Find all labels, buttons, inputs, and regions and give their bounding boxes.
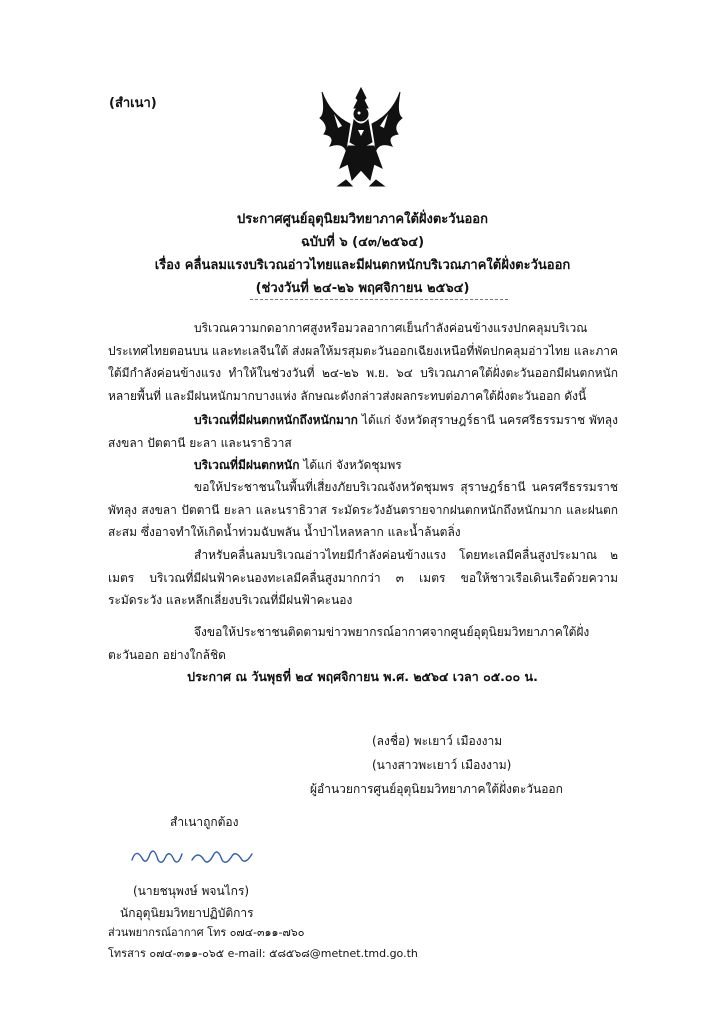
paragraph-warning: ขอให้ประชาชนในพื้นที่เสี่ยงภัยบริเวณจังหวัดชุมพร สุราษฎร์ธานี นครศรีธรรมราช พัทลุง สงขลา ปัตตานี ยะลา และนราธิวาส ระมัดระวังอันตรายจากฝนตกหนักถึงหนักมาก และฝนตกสะสม ซึ่งอาจทำให้เกิดน้ำท่วมฉับพลัน น้ำป่าไหลหลาก และน้ำล้นตลิ่ง <box>108 480 618 539</box>
date-range: (ช่วงวันที่ ๒๔-๒๖ พฤศจิกายน ๒๕๖๔) <box>255 281 470 296</box>
contact-phone: ส่วนพยากรณ์อากาศ โทร ๐๗๔-๓๑๑-๗๖๐ <box>108 926 305 939</box>
paragraph-rain-areas <box>194 454 618 477</box>
heavy-rain-provinces: ได้แก่ จังหวัดสุราษฎร์ธานี นครศรีธรรมราช พัทลุง สงขลา ปัตตานี ยะลา และนราธิวาส <box>108 413 618 450</box>
contact-fax-email: โทรสาร ๐๗๔-๓๑๑-๐๖๕ e-mail: ๕๘๕๖๘@metnet.tmd.go.th <box>108 947 418 960</box>
rain-label: บริเวณที่มีฝนตกหนัก <box>194 458 300 472</box>
handwritten-signature <box>128 842 268 870</box>
certified-copy-label: สำเนาถูกต้อง <box>170 815 239 829</box>
divider <box>250 299 508 300</box>
announcement-title: ประกาศศูนย์อุตุนิยมวิทยาภาคใต้ฝั่งตะวันออก <box>237 212 488 227</box>
paragraph-wave: สำหรับคลื่นลมบริเวณอ่าวไทยมีกำลังค่อนข้างแรง โดยทะเลมีคลื่นสูงประมาณ ๒ เมตร บริเวณที่มีฝนฟ้าคะนองทะเลมีคลื่นสูงมากกว่า ๓ เมตร ขอให้ชาวเรือเดินเรือด้วยความระมัดระวัง และหลีกเลี่ยงบริเวณที่มีฝนฟ้าคะนอง <box>108 548 618 607</box>
signer-position: ผู้อำนวยการศูนย์อุตุนิยมวิทยาภาคใต้ฝั่งตะวันออก <box>310 782 563 796</box>
paragraph-heavy-rain-areas <box>108 409 618 454</box>
paragraph-follow: จึงขอให้ประชาชนติดตามข่าวพยากรณ์อากาศจากศูนย์อุตุนิยมวิทยาภาคใต้ฝั่งตะวันออก อย่างใกล้ชิด <box>108 625 590 662</box>
certifier-position: นักอุตุนิยมวิทยาปฏิบัติการ <box>120 906 254 920</box>
issue-number: ฉบับที่ ๖ (๔๓/๒๕๖๔) <box>300 235 425 250</box>
certifier-name: (นายชนุพงษ์ พจนไกร) <box>133 884 250 898</box>
subject-line: เรื่อง คลื่นลมแรงบริเวณอ่าวไทยและมีฝนตกหนักบริเวณภาคใต้ฝั่งตะวันออก <box>154 258 571 273</box>
rain-provinces: ได้แก่ จังหวัดชุมพร <box>299 458 402 472</box>
announcement-date: ประกาศ ณ วันพุธที่ ๒๔ พฤศจิกายน พ.ศ. ๒๕๖๔ เวลา ๐๕.๐๐ น. <box>187 669 538 684</box>
paragraph-situation: บริเวณความกดอากาศสูงหรือมวลอากาศเย็นกำลังค่อนข้างแรงปกคลุมบริเวณประเทศไทยตอนบน และทะเลจีนใต้ ส่งผลให้มรสุมตะวันออกเฉียงเหนือที่พัดปกคลุมอ่าวไทย และภาคใต้มีกำลังค่อนข้างแรง ทำให้ในช่วงวันที่ ๒๔-๒๖ พ.ย. ๖๔ บริเวณภาคใต้ฝั่งตะวันออกมีฝนตกหนักหลายพื้นที่ และมีฝนหนักมากบางแห่ง ลักษณะดังกล่าวส่งผลกระทบต่อภาคใต้ฝั่งตะวันออก ดังนี้ <box>108 321 618 403</box>
signed-line: (ลงชื่อ) พะเยาว์ เมืองงาม <box>372 734 503 748</box>
signer-name: (นางสาวพะเยาว์ เมืองงาม) <box>372 758 512 772</box>
heavy-rain-label: บริเวณที่มีฝนตกหนักถึงหนักมาก <box>194 413 358 427</box>
copy-mark: (สำเนา) <box>109 96 157 111</box>
garuda-emblem-icon <box>318 84 404 188</box>
